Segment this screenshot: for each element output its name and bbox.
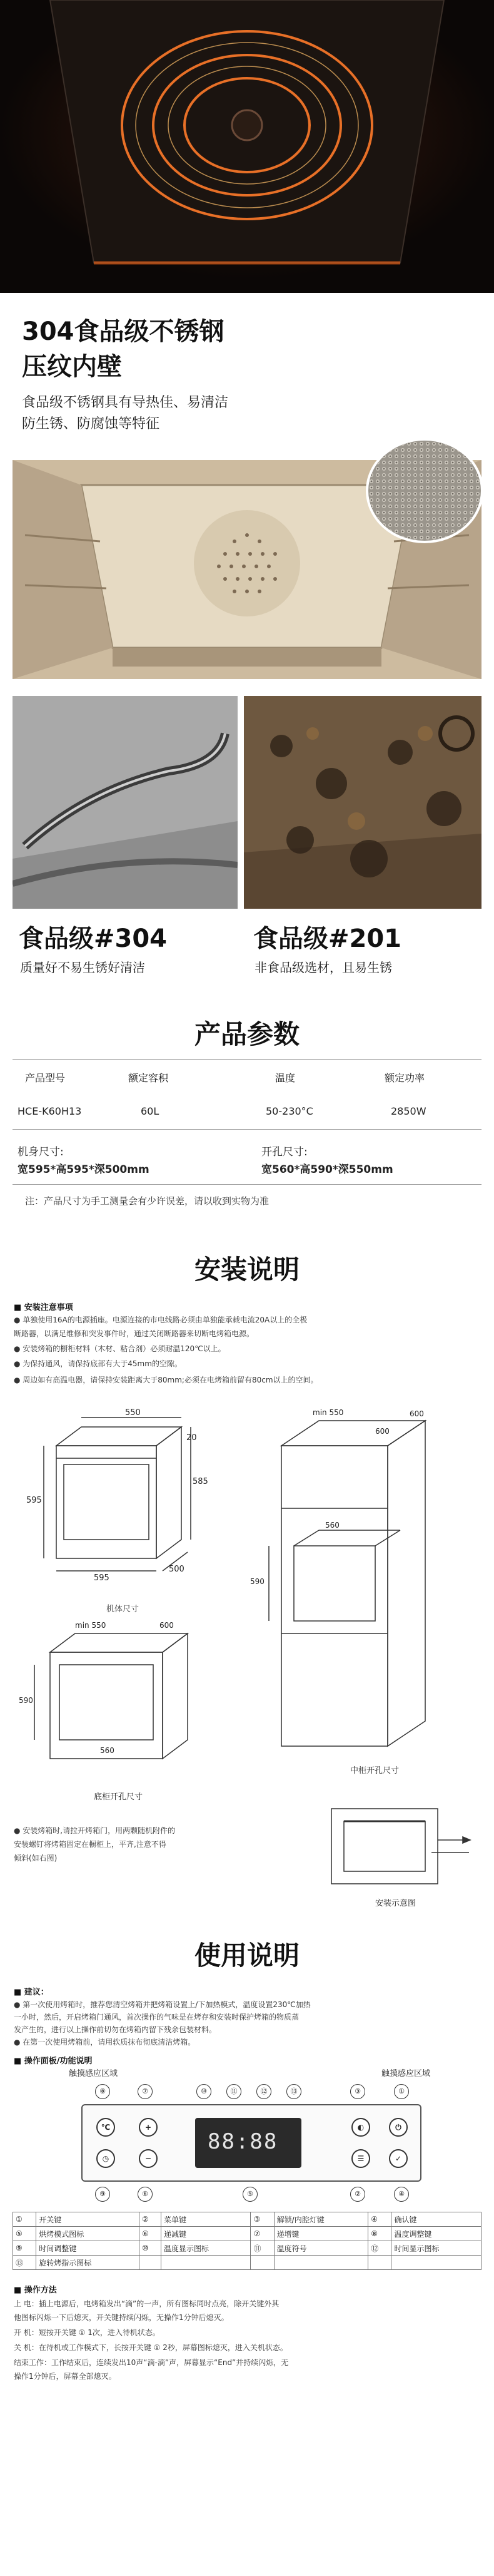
machine-dim-height: 595 <box>26 1496 42 1505</box>
bottom-dim-height: 590 <box>19 1696 33 1705</box>
machine-dim-side: 585 <box>193 1477 208 1486</box>
machine-dim-width: 595 <box>94 1573 109 1583</box>
method-line-6: 操作1分钟后，屏幕全部熄灭。 <box>14 2372 116 2381</box>
compare-left-title: 食品级#304 <box>19 924 168 953</box>
time-adjust-key[interactable]: ◷ <box>96 2149 115 2168</box>
callout-10: ⑩ <box>196 2084 211 2099</box>
machine-caption: 机体尺寸 <box>106 1605 139 1614</box>
key-num: ⑬ <box>13 2256 36 2270</box>
callout-13: ⑬ <box>286 2084 301 2099</box>
params-value-model: HCE-K60H13 <box>18 1105 82 1117</box>
usage-advice-2: 一小时，然后，开启烤箱门通风，首次操作的气味是在烤存和安装时保护烤箱的物质蒸 <box>14 2013 300 2021</box>
key-num: ⑫ <box>368 2241 391 2256</box>
usage-advice-3: 发产生的，进行以上操作前切勿在烤箱内留下残余包装材料。 <box>14 2025 217 2034</box>
install-step-line1: ● 安装烤箱时,请拉开烤箱门，用两颗随机附件的 <box>14 1826 176 1835</box>
key-label: 时间显示图标 <box>391 2241 481 2256</box>
callout-7: ⑦ <box>138 2084 153 2099</box>
table-row <box>13 2241 481 2256</box>
key-label: 温度符号 <box>274 2241 368 2256</box>
oven-heating-ring-photo <box>0 0 494 293</box>
callout-5: ⑤ <box>243 2187 258 2202</box>
key-num: ⑩ <box>139 2241 161 2256</box>
params-note: 注：产品尺寸为手工测量会有少许误差，请以收到实物为准 <box>25 1195 270 1207</box>
key-num: ⑧ <box>368 2227 391 2241</box>
usage-advice-4: ● 在第一次使用烤箱前，请用软质抹布彻底清洁烤箱。 <box>14 2038 196 2047</box>
hero-title-line2: 压纹内壁 <box>22 352 122 381</box>
callout-3: ③ <box>350 2084 365 2099</box>
machine-dim-top: 550 <box>125 1408 141 1418</box>
steel-304-photo <box>13 696 238 909</box>
params-title: 产品参数 <box>194 1019 300 1050</box>
key-label: 递减键 <box>161 2227 250 2241</box>
bottom-caption: 底柜开孔尺寸 <box>94 1792 143 1802</box>
embossed-texture-inset <box>366 438 483 543</box>
temp-adjust-key[interactable]: ℃ <box>96 2118 115 2137</box>
install-note-2: 断路器，以满足维修和突发事件时，通过关闭断路器来切断电烤箱电源。 <box>14 1329 255 1338</box>
machine-dim-depth: 500 <box>169 1565 184 1574</box>
callout-2: ② <box>350 2187 365 2202</box>
menu-key[interactable]: ☰ <box>351 2149 370 2168</box>
touch-area-right-label: 触摸感应区域 <box>381 2069 431 2078</box>
usage-advice-1: ● 第一次使用烤箱时，推荐您清空烤箱并把烤箱设置上/下加热模式，温度设置230℃加热 <box>14 2000 311 2009</box>
key-function-table <box>13 2212 481 2270</box>
method-line-4: 关 机：在待机或工作模式下，长按开关键 ① 2秒，屏幕图标熄灭，进入关机状态。 <box>14 2343 288 2352</box>
cutout-size-value: 宽560*高590*深550mm <box>261 1163 393 1176</box>
params-value-capacity: 60L <box>141 1105 159 1117</box>
bottom-dim-opening: 560 <box>100 1746 114 1755</box>
cabinet-dimension-drawing <box>250 1408 450 1759</box>
key-label <box>391 2256 481 2270</box>
method-heading: ■ 操作方法 <box>14 2286 57 2295</box>
callout-11: ⑪ <box>226 2084 241 2099</box>
key-label: 开关键 <box>36 2212 139 2227</box>
cabinet-dim-height: 590 <box>250 1577 265 1586</box>
key-label: 温度调整键 <box>391 2227 481 2241</box>
compare-right-title: 食品级#201 <box>253 924 402 953</box>
display-digits: 88:88 <box>208 2129 278 2154</box>
install-step-line2: 安装螺钉将烤箱固定在橱柜上，平齐,注意不得 <box>14 1840 166 1849</box>
hero-desc-line1: 食品级不锈钢具有导热佳、易清洁 <box>22 395 229 411</box>
install-notes-heading: ■ 安装注意事项 <box>14 1303 73 1312</box>
key-num: ④ <box>368 2212 391 2227</box>
steel-201-photo <box>244 696 481 909</box>
touch-area-left-label: 触摸感应区域 <box>69 2069 118 2078</box>
install-note-4: ● 为保持通风，请保持底部有大于45mm的空隙。 <box>14 1359 182 1368</box>
key-label <box>274 2256 368 2270</box>
cabinet-dim-min: min 550 <box>313 1408 344 1417</box>
hero-title-line1: 304食品级不锈钢 <box>22 317 224 346</box>
params-header-model: 产品型号 <box>25 1072 66 1084</box>
increase-key[interactable]: + <box>139 2118 158 2137</box>
params-header-capacity: 额定容积 <box>128 1072 169 1084</box>
install-note-1: ● 单独使用16A的电源插座。电源连接的市电线路必须由单独能承载电流20A以上的全极 <box>14 1316 308 1324</box>
bottom-dim-min: min 550 <box>75 1621 106 1630</box>
key-label: 菜单键 <box>161 2212 250 2227</box>
key-num: ② <box>139 2212 161 2227</box>
install-step-line3: 倾斜(如右图) <box>14 1854 58 1863</box>
machine-dimension-drawing <box>26 1408 208 1596</box>
cabinet-caption: 中柜开孔尺寸 <box>350 1766 400 1776</box>
params-value-power: 2850W <box>391 1105 426 1117</box>
params-rule-top <box>13 1059 481 1060</box>
panel-heading: ■ 操作面板/功能说明 <box>14 2057 93 2066</box>
key-label: 解锁/内腔灯键 <box>274 2212 368 2227</box>
confirm-key[interactable]: ✓ <box>389 2149 408 2168</box>
key-label: 时间调整键 <box>36 2241 139 2256</box>
params-value-temp: 50-230°C <box>266 1105 313 1117</box>
machine-dim-gap: 20 <box>186 1433 197 1443</box>
bottom-dim-width: 600 <box>159 1621 174 1630</box>
key-label: 确认键 <box>391 2212 481 2227</box>
callout-12: ⑫ <box>256 2084 271 2099</box>
table-row <box>13 2212 481 2227</box>
cabinet-dim-width: 600 <box>410 1409 424 1418</box>
key-num: ⑤ <box>13 2227 36 2241</box>
params-header-power: 额定功率 <box>385 1072 425 1084</box>
compare-left-desc: 质量好不易生锈好清洁 <box>20 960 145 975</box>
compare-right-desc: 非食品级选材，且易生锈 <box>255 960 392 975</box>
key-num: ③ <box>251 2212 274 2227</box>
install-note-5: ● 周边如有高温电器，请保持安装距离大于80mm;必须在电烤箱前留有80cm以上的空间。 <box>14 1376 318 1384</box>
method-line-1: 上 电：插上电源后，电烤箱发出“滴”的一声，所有图标同时点亮，除开关键外其 <box>14 2299 280 2308</box>
install-note-3: ● 安装烤箱的橱柜材料（木材、粘合剂）必须耐温120℃以上。 <box>14 1344 226 1353</box>
key-num <box>368 2256 391 2270</box>
method-line-3: 开 机：短按开关键 ① 1次，进入待机状态。 <box>14 2328 160 2337</box>
cabinet-dim-depth: 600 <box>375 1427 390 1436</box>
key-num: ⑨ <box>13 2241 36 2256</box>
key-num: ⑪ <box>251 2241 274 2256</box>
callout-4: ④ <box>394 2187 409 2202</box>
cabinet-dim-opening: 560 <box>325 1521 340 1530</box>
method-line-2: 他图标闪烁一下后熄灭，开关键持续闪烁，无操作1分钟后熄灭。 <box>14 2313 229 2322</box>
key-num: ⑥ <box>139 2227 161 2241</box>
params-header-temp: 温度 <box>275 1072 296 1084</box>
table-row <box>13 2256 481 2270</box>
machine-size-label: 机身尺寸: <box>18 1146 64 1158</box>
key-label: 旋转烤指示图标 <box>36 2256 139 2270</box>
params-rule-bottom <box>13 1184 481 1185</box>
key-label: 递增键 <box>274 2227 368 2241</box>
callout-1: ① <box>394 2084 409 2099</box>
method-line-5: 结束工作：工作结束后，连续发出10声“滴-滴”声，屏幕显示“End”并持续闪烁，无 <box>14 2358 289 2367</box>
control-panel <box>81 2104 421 2182</box>
key-num <box>251 2256 274 2270</box>
key-num <box>139 2256 161 2270</box>
callout-8: ⑧ <box>95 2084 110 2099</box>
callout-6: ⑥ <box>138 2187 153 2202</box>
table-row <box>13 2227 481 2241</box>
machine-size-value: 宽595*高595*深500mm <box>18 1163 149 1176</box>
unlock-light-key[interactable]: ◐ <box>351 2118 370 2137</box>
params-rule-mid <box>13 1129 481 1130</box>
install-illustration-caption: 安装示意图 <box>375 1899 416 1908</box>
usage-title: 使用说明 <box>194 1940 300 1971</box>
install-illustration <box>325 1802 475 1890</box>
usage-advice-heading: ■ 建议： <box>14 1988 49 1997</box>
decrease-key[interactable]: − <box>139 2149 158 2168</box>
display-screen <box>195 2118 301 2168</box>
cutout-size-label: 开孔尺寸: <box>261 1146 308 1158</box>
install-title: 安装说明 <box>194 1254 300 1285</box>
bottom-cabinet-drawing <box>19 1615 200 1777</box>
power-key[interactable]: ⏻ <box>389 2118 408 2137</box>
key-label <box>161 2256 250 2270</box>
hero-desc-line2: 防生锈、防腐蚀等特征 <box>22 416 160 432</box>
key-label: 烘烤模式图标 <box>36 2227 139 2241</box>
callout-9: ⑨ <box>95 2187 110 2202</box>
key-label: 温度显示图标 <box>161 2241 250 2256</box>
key-num: ① <box>13 2212 36 2227</box>
key-num: ⑦ <box>251 2227 274 2241</box>
